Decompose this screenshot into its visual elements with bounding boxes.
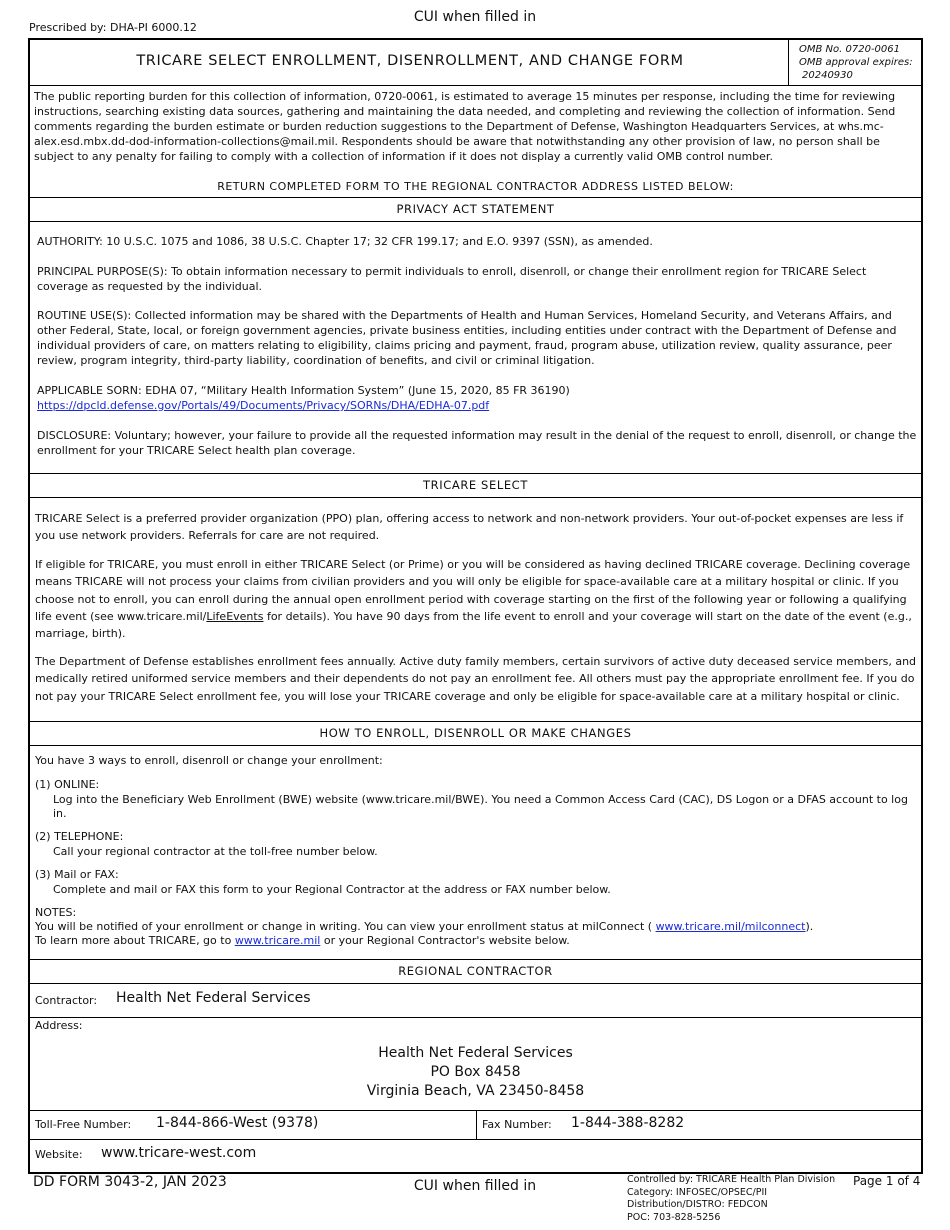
poc: POC: 703-828-5256 xyxy=(627,1211,721,1223)
notes-label: NOTES: xyxy=(35,906,77,919)
page-number: Page 1 of 4 xyxy=(853,1174,921,1188)
note-2-text: To learn more about TRICARE, go to xyxy=(35,934,235,947)
burden-text: The public reporting burden for this collection of information, 0720-0061, is estimated to average 15 minutes per response, including the time for reviewing instructions, searching existing data sources, gathering and maintaining the data needed, and completing and reviewing the collection of information. Send comments regarding the burden estimate or burden reduction suggestions to the Department of Defense, Washington Headquarters Services, at whs.mc-alex.esd.mbx.dd-dod-information-collections@mail.mil. Respondents should be aware that notwithstanding any other provision of law, no person shall be subject to any penalty for failing to comply with a collection of information if it does not display a currently valid OMB control number. xyxy=(34,90,896,163)
prescribed-by: Prescribed by: DHA-PI 6000.12 xyxy=(29,21,197,34)
select-p2-start: If eligible for TRICARE, you must enroll in either TRICARE Select (or Prime) or you will be considered as having declined TRICARE coverage. Declining coverage means TRICARE will not process your claims from civilian providers and you will only be eligible for space-available care at a military hospital or clinic. If you choose not to enroll, you can enroll during the annual open enrollment period with coverage starting on the first of the following year or following a qualifying life event (see www.tricare.mil/ xyxy=(35,558,911,623)
omb-expires-date: 20240930 xyxy=(802,70,853,81)
how-intro: You have 3 ways to enroll, disenroll or change your enrollment: xyxy=(35,754,383,767)
select-p2-end: for details). You have 90 days from the life event to enroll and your coverage will start on the date of the event (e.g., marriage, birth). xyxy=(35,609,912,641)
telephone-label: (2) TELEPHONE: xyxy=(35,830,124,843)
cui-marking-top: CUI when filled in xyxy=(413,9,537,25)
tricare-select-section xyxy=(30,498,921,722)
sorn-link[interactable]: https://dpcld.defense.gov/Portals/49/Documents/Privacy/SORNs/DHA/EDHA-07.pdf xyxy=(37,399,490,412)
privacy-authority: AUTHORITY: 10 U.S.C. 1075 and 1086, 38 U.S.C. Chapter 17; 32 CFR 199.17; and E.O. 9397 (SSN), as amended. xyxy=(37,235,653,248)
mail-label: (3) Mail or FAX: xyxy=(35,868,119,881)
fax-value[interactable]: 1-844-388-8282 xyxy=(571,1115,685,1131)
cui-marking-bottom: CUI when filled in xyxy=(413,1178,537,1194)
privacy-heading: PRIVACY ACT STATEMENT xyxy=(30,198,921,222)
address-line-2: PO Box 8458 xyxy=(430,1064,521,1080)
website-label: Website: xyxy=(35,1148,83,1161)
phone-fax-divider xyxy=(476,1111,477,1139)
milconnect-link[interactable]: www.tricare.mil/milconnect xyxy=(655,920,806,933)
omb-expires-label: OMB approval expires: xyxy=(799,57,913,68)
controlled-by: Controlled by: TRICARE Health Plan Division xyxy=(627,1174,836,1185)
note-1-end: ). xyxy=(805,920,814,933)
note-1 xyxy=(35,920,920,934)
privacy-sorn xyxy=(37,383,919,413)
return-instruction: RETURN COMPLETED FORM TO THE REGIONAL CONTRACTOR ADDRESS LISTED BELOW: xyxy=(217,180,734,193)
tricare-select-heading: TRICARE SELECT xyxy=(30,474,921,498)
category: Category: INFOSEC/OPSEC/PII xyxy=(627,1186,768,1198)
tricare-link[interactable]: www.tricare.mil xyxy=(234,934,321,947)
contractor-row xyxy=(30,984,921,1018)
note-2-end: or your Regional Contractor's website below. xyxy=(320,934,570,947)
sorn-text: APPLICABLE SORN: EDHA 07, “Military Health Information System” (June 15, 2020, 85 FR 36190) xyxy=(37,384,570,397)
contractor-value[interactable]: Health Net Federal Services xyxy=(116,990,311,1006)
website-value[interactable]: www.tricare-west.com xyxy=(101,1145,257,1161)
option-telephone xyxy=(35,830,920,859)
option-mail-fax xyxy=(35,868,920,897)
title-row xyxy=(30,40,921,86)
option-online xyxy=(35,778,920,822)
privacy-routine-uses: ROUTINE USE(S): Collected information may be shared with the Departments of Health and Human Services, Homeland Security, and Veterans Affairs, and other Federal, State, local, or foreign government agencies, private business entities, including entities under contract with the Department of Defense and individual providers of care, on matters relating to eligibility, claims pricing and payment, fraud, program abuse, utilization review, quality assurance, peer review, program integrity, third-party liability, coordination of benefits, and civil or criminal litigation. xyxy=(37,309,897,367)
cui-designation-block xyxy=(627,1174,835,1224)
website-row xyxy=(30,1140,921,1172)
privacy-purpose: PRINCIPAL PURPOSE(S): To obtain information necessary to permit individuals to enroll, disenroll, or change their enrollment region for TRICARE Select coverage as requested by the individual. xyxy=(37,265,867,293)
select-paragraph-1: TRICARE Select is a preferred provider organization (PPO) plan, offering access to network and non-network providers. Your out-of-pocket expenses are less if you use network providers. Referrals for care are not required. xyxy=(35,512,904,543)
form-body xyxy=(28,38,923,1174)
address-label: Address: xyxy=(35,1019,83,1032)
form-identifier: DD FORM 3043-2, JAN 2023 xyxy=(33,1174,227,1190)
address-line-1: Health Net Federal Services xyxy=(378,1045,573,1061)
online-text: Log into the Beneficiary Web Enrollment (BWE) website (www.tricare.mil/BWE). You need a Common Access Card (CAC), DS Logon or a DFAS account to log in. xyxy=(53,792,908,820)
contractor-label: Contractor: xyxy=(35,994,98,1007)
life-events-link[interactable]: LifeEvents xyxy=(206,609,264,623)
select-paragraph-2 xyxy=(35,556,917,642)
fax-label: Fax Number: xyxy=(482,1118,552,1131)
omb-info xyxy=(788,40,921,85)
telephone-text: Call your regional contractor at the toll-free number below. xyxy=(53,844,378,858)
toll-free-value[interactable]: 1-844-866-West (9378) xyxy=(156,1115,319,1131)
privacy-section xyxy=(30,222,921,474)
address-block[interactable] xyxy=(30,1044,921,1101)
select-paragraph-3: The Department of Defense establishes enrollment fees annually. Active duty family members, certain survivors of active duty deceased service members, and medically retired uniformed service members and their dependents do not pay an enrollment fee. All others must pay the appropriate enrollment fee. If you do not pay your TRICARE Select enrollment fee, you will lose your TRICARE coverage and only be eligible for space-available care at a military hospital or clinic. xyxy=(35,655,917,703)
burden-statement xyxy=(30,86,921,198)
toll-free-label: Toll-Free Number: xyxy=(35,1118,132,1131)
phone-fax-row xyxy=(30,1111,921,1140)
address-row xyxy=(30,1018,921,1111)
how-to-section xyxy=(30,746,921,960)
form-title: TRICARE SELECT ENROLLMENT, DISENROLLMENT, AND CHANGE FORM xyxy=(136,53,684,69)
note-2 xyxy=(35,934,920,948)
mail-text: Complete and mail or FAX this form to your Regional Contractor at the address or FAX number below. xyxy=(53,882,611,896)
how-to-heading: HOW TO ENROLL, DISENROLL OR MAKE CHANGES xyxy=(30,722,921,746)
distribution: Distribution/DISTRO: FEDCON xyxy=(627,1199,768,1210)
regional-contractor-heading: REGIONAL CONTRACTOR xyxy=(30,960,921,984)
privacy-disclosure: DISCLOSURE: Voluntary; however, your failure to provide all the requested information may result in the denial of the request to enroll, disenroll, or change the enrollment for your TRICARE Select health plan coverage. xyxy=(37,429,917,457)
address-line-3: Virginia Beach, VA 23450-8458 xyxy=(366,1083,585,1099)
note-1-text: You will be notified of your enrollment or change in writing. You can view your enrollment status at milConnect ( xyxy=(35,920,656,933)
notes xyxy=(35,906,920,948)
online-label: (1) ONLINE: xyxy=(35,778,100,791)
omb-number: OMB No. 0720-0061 xyxy=(799,44,901,55)
